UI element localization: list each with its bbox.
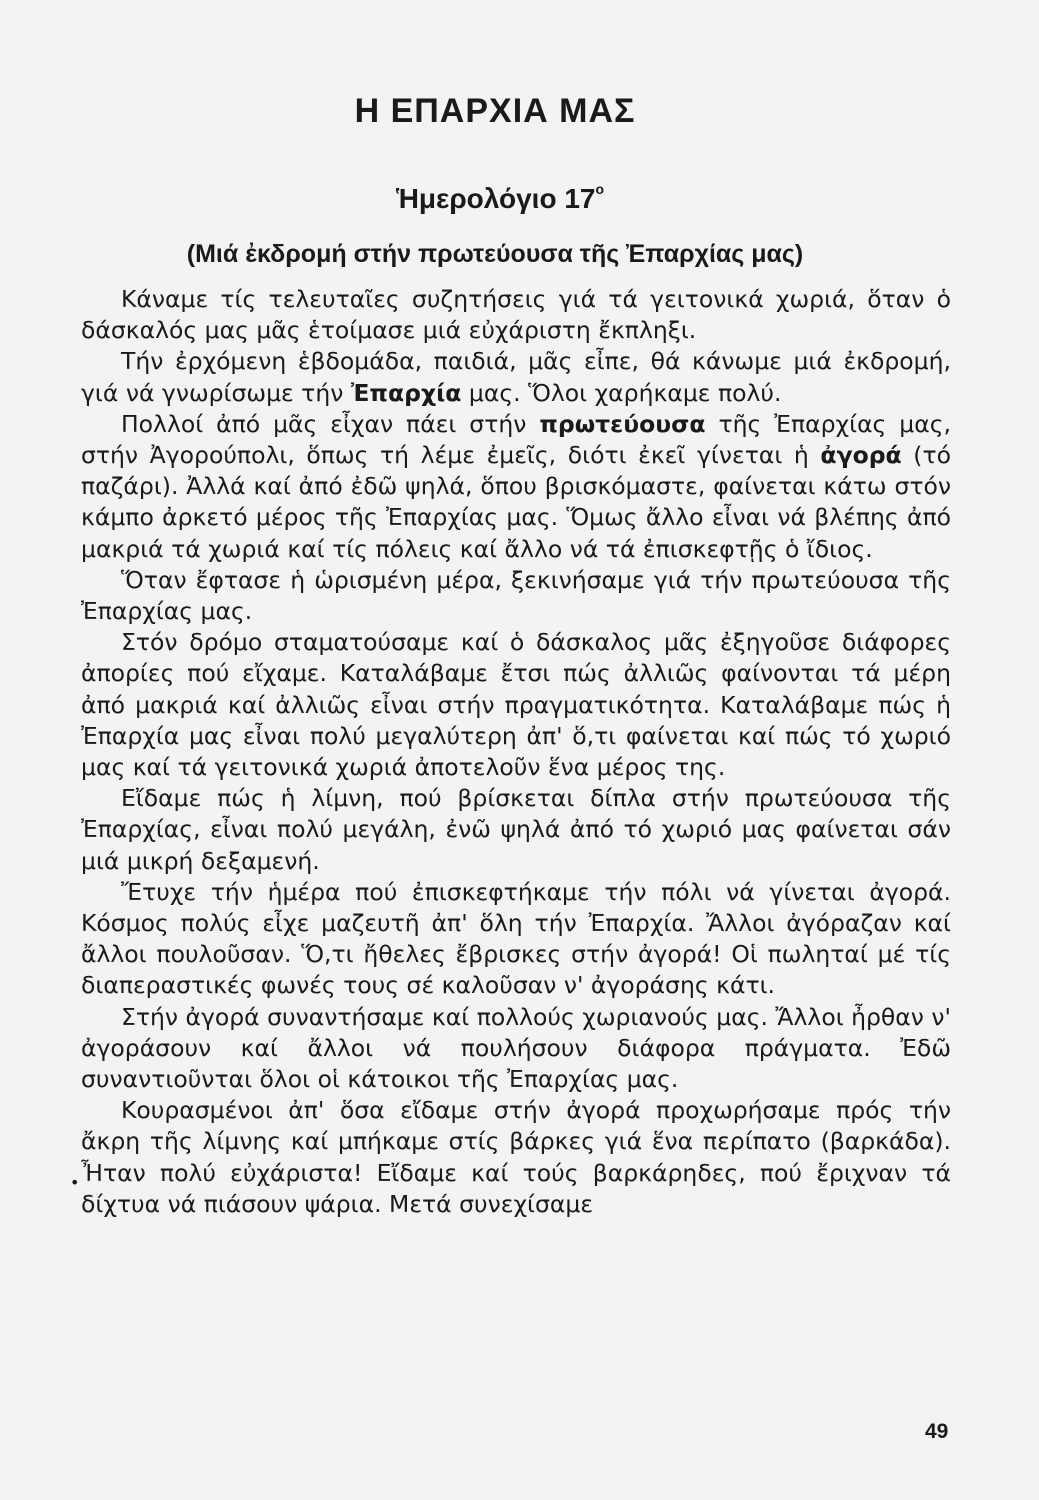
paragraph: [81, 627, 951, 783]
paragraph-text: Ἔτυχε τήν ἡμέρα πού ἐπισκεφτήκαμε τήν πόλι νά γίνεται ἀγορά. Κόσμος πολύς εἶχε μαζευτῆ ἀπ' ὅλη τήν Ἐπαρχία. Ἄλλοι ἀγόραζαν καί ἄλλοι πουλοῦσαν. Ὅ,τι ἤθελες ἔβρισκες στήν ἀγορά! Οἱ πωληταί μέ τίς διαπεραστικές φωνές τους σέ καλοῦσαν ν' ἀγοράσης κάτι.: [81, 877, 951, 1000]
paragraph: [81, 877, 951, 1002]
stray-mark: •: [70, 1173, 80, 1192]
paragraph-text: Κουρασμένοι ἀπ' ὅσα εἴδαμε στήν ἀγορά προχωρήσαμε πρός τήν ἄκρη τῆς λίμνης καί μπήκαμε στίς βάρκες γιά ἕνα περίπατο (βαρκάδα). Ἦταν πολύ εὐχάριστα! Εἴδαμε καί τούς βαρκάρηδες, πού ἔριχναν τά δίχτυα νά πιάσουν ψάρια. Μετά συνεχίσαμε: [81, 1096, 951, 1218]
bold-term: Ἐπαρχία: [350, 378, 462, 407]
diary-subtitle-ordinal: ο: [595, 181, 605, 197]
paragraph-text: τῆς Ἐπαρχίας μας, στήν Ἀγορούπολι, ὅπως τή λέμε ἐμεῖς, διότι ἐκεῖ γίνεται ἡ: [81, 409, 952, 470]
paragraph-text: Στήν ἀγορά συναντήσαμε καί πολλούς χωριανούς μας. Ἄλλοι ἦρθαν ν' ἀγοράσουν καί ἄλλοι νά πουλήσουν διάφορα πράγματα. Ἐδῶ συναντιοῦνται ὅλοι οἱ κάτοικοι τῆς Ἐπαρχίας μας.: [81, 1002, 951, 1094]
paragraph: [81, 1095, 951, 1220]
paragraph: [81, 409, 951, 565]
bold-term: ἀγορά: [820, 441, 902, 470]
paragraph: [81, 284, 951, 346]
paragraph-text: Στόν δρόμο σταματούσαμε καί ὁ δάσκαλος μᾶς ἐξηγοῦσε διάφορες ἀπορίες πού εἴχαμε. Καταλάβαμε ἔτσι πώς ἀλλιῶς φαίνονται τά μέρη ἀπό μακριά καί ἀλλιῶς εἶναι στήν πραγματικότητα. Καταλάβαμε πώς ἡ Ἐπαρχία μας εἶναι πολύ μεγαλύτερη ἀπ' ὅ,τι φαίνεται καί πώς τό χωριό μας καί τά γειτονικά χωριά ἀποτελοῦν ἕνα μέρος της.: [81, 628, 951, 782]
page-number: 49: [925, 1420, 949, 1443]
paragraph: [81, 1002, 951, 1096]
paragraph: [81, 346, 951, 408]
section-heading: (Μιά ἐκδρομή στήν πρωτεύουσα τῆς Ἐπαρχίας μας): [186, 240, 804, 268]
paragraph: [81, 783, 951, 877]
diary-subtitle: [0, 183, 1000, 215]
paragraph-text: Πολλοί ἀπό μᾶς εἶχαν πάει στήν: [121, 409, 540, 438]
diary-subtitle-text: Ἡμερολόγιο 17: [395, 183, 596, 214]
bold-term: πρωτεύουσα: [539, 409, 706, 438]
paragraph-text: Τήν ἐρχόμενη ἑβδομάδα, παιδιά, μᾶς εἶπε, θά κάνωμε μιά ἐκδρομή, γιά νά γνωρίσωμε τήν: [81, 347, 951, 407]
paragraph-text: μας. Ὅλοι χαρήκαμε πολύ.: [461, 378, 782, 407]
paragraph-text: Κάναμε τίς τελευταῖες συζητήσεις γιά τά γειτονικά χωριά, ὅταν ὁ δάσκαλός μας μᾶς ἑτοίμασε μιά εὐχάριστη ἔκπληξι.: [81, 285, 951, 345]
paragraph-text: Εἴδαμε πώς ἡ λίμνη, πού βρίσκεται δίπλα στήν πρωτεύουσα τῆς Ἐπαρχίας, εἶναι πολύ μεγάλη, ἐνῶ ψηλά ἀπό τό χωριό μας φαίνεται σάν μιά μικρή δεξαμενή.: [81, 784, 951, 875]
paragraph-text: (τό παζάρι). Ἀλλά καί ἀπό ἐδῶ ψηλά, ὅπου βρισκόμαστε, φαίνεται κάτω στόν κάμπο ἀρκετό μέρος τῆς Ἐπαρχίας μας. Ὅμως ἄλλο εἶναι νά βλέπης ἀπό μακριά τά χωριά καί τίς πόλεις καί ἄλλο νά τά ἐπισκεφτῇς ὁ ἴδιος.: [81, 441, 951, 563]
paragraph: [81, 565, 951, 627]
paragraph-text: Ὅταν ἔφτασε ἡ ὡρισμένη μέρα, ξεκινήσαμε γιά τήν πρωτεύουσα τῆς Ἐπαρχίας μας.: [81, 565, 951, 626]
body-text: [81, 284, 951, 1220]
page-title: Η ΕΠΑΡΧΙΑ ΜΑΣ: [354, 92, 636, 130]
